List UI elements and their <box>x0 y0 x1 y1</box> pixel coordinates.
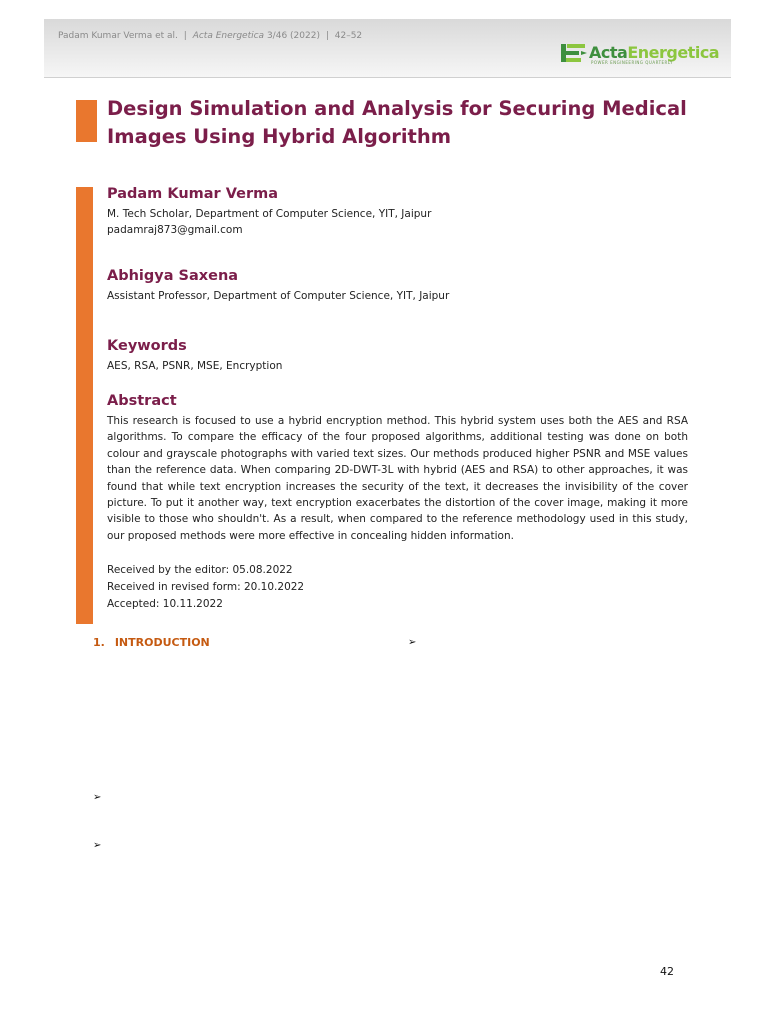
abstract-text: This research is focused to use a hybrid encryption method. This hybrid system uses both the AES and RSA algorithms. To compare the efficacy of the four proposed algorithms, additional testing was done on both colour and grayscale photographs with varied text sizes. Our methods produced higher PSNR and MSE values than the reference data. When comparing 2D-DWT-3L with hybrid (AES and RSA) to other approaches, it was found that while text encryption increases the security of the text, it decreases the invisibility of the cover picture. To put it another way, text encryption exacerbates the distortion of the cover image, making it more visible to those who shouldn't. As a result, when compared to the reference methodology used in this study, our proposed methods were more effective in concealing hidden information. <box>107 415 688 542</box>
date-revised: Received in revised form: 20.10.2022 <box>107 581 305 593</box>
submission-dates <box>107 562 304 613</box>
title-line-1: Design Simulation and Analysis for Securing Medical <box>107 97 687 120</box>
logo-energetica: Energetica <box>627 43 720 62</box>
header-authors: Padam Kumar Verma et al. <box>58 31 178 41</box>
abstract-heading: Abstract <box>107 393 177 409</box>
author-1-email[interactable]: padamraj873@gmail.com <box>107 224 243 236</box>
logo-tagline: POWER ENGINEERING QUARTERLY <box>591 60 673 65</box>
introduction-number: 1. <box>93 636 105 649</box>
logo-mark-icon <box>559 43 589 65</box>
introduction-title: INTRODUCTION <box>114 636 210 649</box>
bullet-icon: ➢ <box>93 840 102 851</box>
running-header <box>44 19 731 78</box>
bullet-icon: ➢ <box>93 792 102 803</box>
header-separator-2: | <box>325 31 329 41</box>
bullet-icon: ➢ <box>408 637 417 648</box>
paper-title <box>107 95 707 151</box>
keywords-text: AES, RSA, PSNR, MSE, Encryption <box>107 360 283 372</box>
header-citation <box>58 31 362 41</box>
header-issue: 3/46 (2022) <box>266 31 320 41</box>
date-received: Received by the editor: 05.08.2022 <box>107 564 293 576</box>
introduction-heading <box>93 636 210 649</box>
sidebar-accent-bar <box>76 187 93 624</box>
header-pages: 42–52 <box>334 31 363 41</box>
header-journal: Acta Energetica <box>192 31 265 41</box>
header-separator: | <box>183 31 187 41</box>
author-1-name: Padam Kumar Verma <box>107 186 279 202</box>
page-number: 42 <box>660 965 674 978</box>
author-2-affiliation: Assistant Professor, Department of Computer Science, YIT, Jaipur <box>107 290 450 302</box>
author-1-details <box>107 206 431 238</box>
journal-logo <box>559 43 720 67</box>
author-1-affiliation: M. Tech Scholar, Department of Computer Science, YIT, Jaipur <box>107 208 432 220</box>
title-line-2: Images Using Hybrid Algorithm <box>107 125 452 148</box>
keywords-heading: Keywords <box>107 338 187 354</box>
author-2-name: Abhigya Saxena <box>107 268 239 284</box>
title-accent-bar <box>76 100 97 142</box>
date-accepted: Accepted: 10.11.2022 <box>107 598 223 610</box>
logo-acta: Acta <box>589 43 628 62</box>
